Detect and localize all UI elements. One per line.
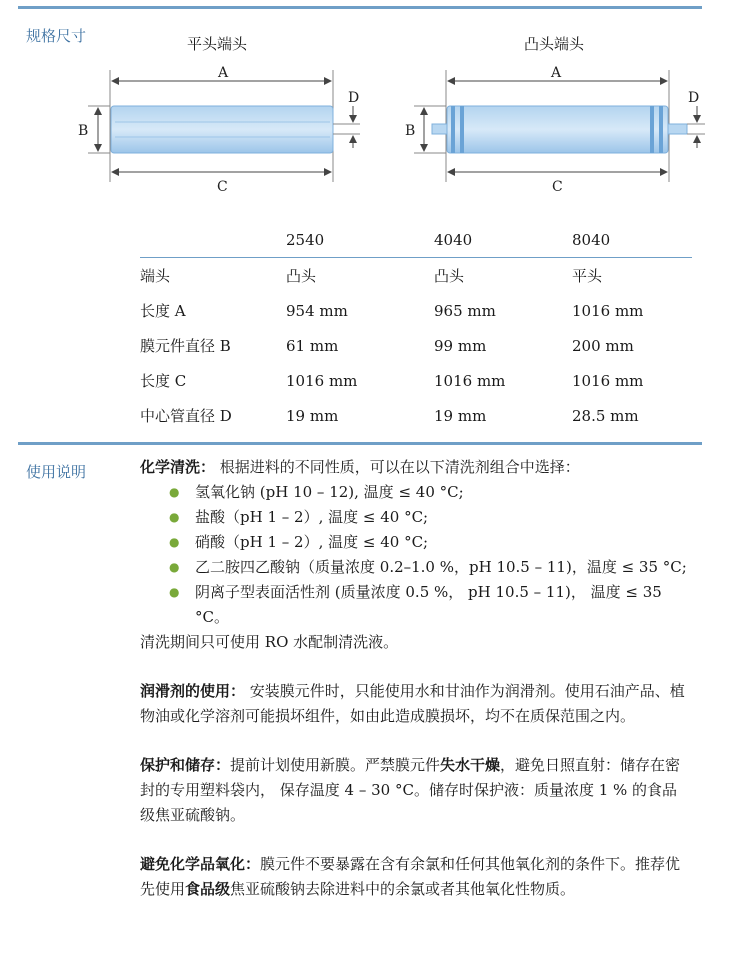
convex-end-element (414, 70, 705, 182)
dimension-diagram (0, 0, 732, 200)
spec-table-header (140, 222, 692, 258)
table-cell: 1016 mm (434, 371, 506, 390)
lube-paragraph (140, 679, 690, 729)
bullet-icon: ● (169, 485, 180, 499)
storage-paragraph (140, 753, 690, 828)
oxidation-paragraph (140, 852, 690, 902)
table-cell: 平头 (572, 267, 603, 285)
chem-paragraph (140, 455, 690, 480)
lube-text: 安装膜元件时，只能使用水和甘油作为润滑剂。使用石油产品、植物油或化学溶剂可能损坏组件，如由此造成膜损坏，均不在质保范围之内。 (140, 682, 685, 725)
lube-title: 润滑剂的使用： (140, 682, 246, 700)
chem-note: 清洗期间只可使用 RO 水配制清洗液。 (140, 633, 399, 651)
convex-dim-c: C (552, 179, 563, 195)
storage-text-2: ，避免日照直射：储存在密封的专用塑料袋内， 保存温度 4 – 30 °C。储存时保护液：质量浓度 1 % 的食品级焦亚硫酸钠。 (140, 756, 681, 824)
list-item (169, 555, 690, 580)
table-cell: 中心管直径 D (140, 407, 232, 425)
spec-header-cell: 4040 (434, 222, 572, 258)
table-cell: 19 mm (286, 406, 339, 425)
flat-dim-c: C (217, 179, 228, 195)
table-row (140, 293, 692, 328)
convex-dim-a: A (551, 65, 562, 81)
flat-dim-b: B (78, 123, 89, 139)
usage-content (140, 455, 690, 902)
bullet-icon: ● (169, 585, 180, 599)
flat-dim-a: A (218, 65, 229, 81)
convex-dim-b: B (405, 123, 416, 139)
table-cell: 膜元件直径 B (140, 337, 231, 355)
table-row (140, 398, 692, 433)
spec-table (140, 222, 692, 433)
chem-list (140, 480, 690, 630)
list-item (169, 505, 690, 530)
table-row (140, 258, 692, 294)
table-cell: 1016 mm (286, 371, 358, 390)
chem-intro: 根据进料的不同性质，可以在以下清洗剂组合中选择： (215, 458, 580, 476)
table-cell: 99 mm (434, 336, 487, 355)
bullet-icon: ● (169, 510, 180, 524)
list-item (169, 480, 690, 505)
spec-header-cell (140, 222, 286, 258)
table-cell: 长度 C (140, 372, 187, 390)
convex-dim-d: D (688, 90, 700, 106)
table-cell: 200 mm (572, 336, 634, 355)
list-item-text: 硝酸（pH 1 – 2）, 温度 ≤ 40 °C; (195, 533, 429, 551)
storage-text-1: 提前计划使用新膜。严禁膜元件 (230, 756, 441, 774)
table-cell: 长度 A (140, 302, 186, 320)
list-item-text: 盐酸（pH 1 – 2）, 温度 ≤ 40 °C; (195, 508, 429, 526)
middle-rule (18, 442, 702, 445)
convex-end-title: 凸头端头 (524, 35, 585, 53)
storage-title: 保护和储存： (140, 756, 231, 774)
table-cell: 28.5 mm (572, 406, 639, 425)
bullet-icon: ● (169, 535, 180, 549)
table-cell: 19 mm (434, 406, 487, 425)
bullet-icon: ● (169, 560, 180, 574)
storage-emphasis: 失水干燥 (440, 756, 501, 774)
table-cell: 1016 mm (572, 371, 644, 390)
list-item-text: 阴离子型表面活性剂 (质量浓度 0.5 %， pH 10.5 – 11)， 温度 ≤ 35 °C。 (195, 583, 662, 626)
chem-title: 化学清洗： (140, 458, 216, 476)
usage-section-label: 使用说明 (26, 463, 87, 481)
oxidation-text-1: 膜元件不要暴露在含有余氯和任何其他氧化剂的条件下。推荐优先使用 (140, 855, 681, 898)
oxidation-text-2: 焦亚硫酸钠去除进料中的余氯或者其他氧化性物质。 (230, 880, 576, 898)
table-cell: 凸头 (434, 267, 465, 285)
list-item-text: 氢氧化钠 (pH 10 – 12), 温度 ≤ 40 °C; (195, 483, 464, 501)
oxidation-emphasis: 食品级 (185, 880, 231, 898)
flat-dim-d: D (348, 90, 360, 106)
list-item (169, 530, 690, 555)
flat-end-element (88, 70, 360, 182)
table-cell: 端头 (140, 267, 171, 285)
flat-end-title: 平头端头 (187, 35, 248, 53)
table-cell: 1016 mm (572, 301, 644, 320)
table-cell: 凸头 (286, 267, 317, 285)
spec-section-label: 规格尺寸 (26, 27, 87, 45)
table-cell: 61 mm (286, 336, 339, 355)
table-cell: 954 mm (286, 301, 348, 320)
spec-header-cell: 8040 (572, 222, 692, 258)
table-cell: 965 mm (434, 301, 496, 320)
table-row (140, 328, 692, 363)
table-row (140, 363, 692, 398)
spec-header-cell: 2540 (286, 222, 434, 258)
oxidation-title: 避免化学品氧化： (140, 855, 261, 873)
list-item (169, 580, 690, 630)
list-item-text: 乙二胺四乙酸钠（质量浓度 0.2–1.0 %，pH 10.5 – 11)，温度 ≤ 35 °C; (195, 558, 687, 576)
